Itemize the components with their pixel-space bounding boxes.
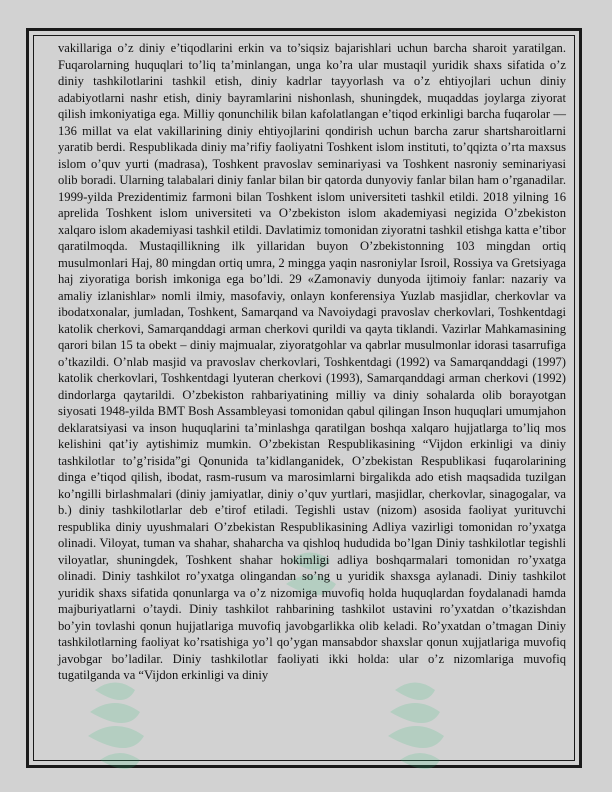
body-paragraph: vakillariga o’z diniy e’tiqodlarini erkin va to’siqsiz bajarishlari uchun barcha sharoit yaratilgan. Fuqarolarning huquqlari to’liq ta’minlangan, unga ko’ra ular mustaqil yuridik shaxs sifatida o’z diniy tashkilotlarini tashkil etish, diniy kadrlar tayyorlash va o’z ehtiyojlari uchun diniy adabiyotlarni nashr etish, diniy bayramlarini nishonlash, shuningdek, muqaddas joylarga ziyorat qilish imkoniyatiga ega. Milliy qonunchilik bilan kafolatlangan e’tiqod erkinligi barcha fuqarolar — 136 millat va elat vakillarining diniy ehtiyojlarini qondirish uchun barcha zarur shartsharoitlarni yaratib berdi. Respublikada diniy ma’rifiy faoliyatni Toshkent islom instituti, to’qqizta o’rta maxsus islom o’quv yurti (madrasa), Toshkent pravoslav seminariyasi va Toshkent nasroniy seminariyasi olib boradi. Ularning talabalari diniy fanlar bilan bir qatorda dunyoviy fanlar bilan ham o’rganadilar. 1999-yilda Prezidentimiz farmoni bilan Toshkent islom universiteti tashkil etildi. 2018 yilning 16 aprelida Toshkent islom universiteti va O’zbekiston islom akademiyasi negizida O’zbekiston xalqaro islom akademiyasi tashkil etildi. Davlatimiz tomonidan ziyoratni tashkil etishga katta e’tibor qaratilmoqda. Mustaqillikning ilk yillaridan buyon O’zbekistonning 103 mingdan ortiq musulmonlari Haj, 80 mingdan ortiq umra, 2 mingga yaqin nasroniylar Isroil, Rossiya va Gretsiyaga haj ziyoratiga borish imkoniga ega bo’ldi. 29 «Zamonaviy dunyoda ijtimoiy fanlar: nazariy va amaliy izlanishlar» nomli ilmiy, masofaviy, onlayn konferensiya Yuzlab masjidlar, cherkovlar va ibodatxonalar, jumladan, Toshkent, Samarqand va Navoiydagi pravoslav cherkovlari, Toshkentdagi katolik cherkovi, Samarqanddagi arman cherkovi qurildi va qayta tiklandi. Vazirlar Mahkamasining qarori bilan 15 ta obekt – diniy majmualar, ziyoratgohlar va qabrlar musulmonlar idorasi tasarrufiga o’tkazildi. O’nlab masjid va pravoslav cherkovlari, Toshkentdagi (1992) va Samarqanddagi (1997) katolik cherkovlari, Toshkentdagi lyuteran cherkovi (1993), Samarqanddagi arman cherkovi (1992) dindorlarga qaytarildi. O’zbekiston rahbariyatining milliy va diniy sohalarda olib borayotgan siyosati 1948-yilda BMT Bosh Assambleyasi tomonidan qabul qilingan Inson huquqlari umumjahon deklaratsiyasi va inson huquqlarini ta’minlashga qaratilgan boshqa xalqaro hujjatlarga to’liq mos kelishini qat’iy aytishimiz mumkin. O’zbekistan Respublikasining “Vijdon erkinligi va diniy tashkilotlar to’g’risida”gi Qonunida ta’kidlanganidek, O’zbekistan Respublikasi fuqarolarining dinga e’tiqod qilish, ibodat, rasm-rusum va marosimlarni birgalikda ado etish maqsadida tuzilgan ko’ngilli birlashmalari (diniy jamiyatlar, diniy o’quv yurtlari, masjidlar, cherkovlar, sinagogalar, va b.) diniy tashkilotlarlar deb e’tirof etiladi. Tegishli ustav (nizom) asosida faoliyat yurituvchi respublika diniy uyushmalari O’zbekistan Respublikasining Adliya vazirligi tomonidan ro’yxatga olinadi. Viloyat, tuman va shahar, shaharcha va qishloq hududida bo’lgan Diniy tashkilotlar tegishli viloyatlar, shuningdek, Toshkent shahar hokimligi adliya boshqarmalari tomonidan ro’yxatga olinadi. Diniy tashkilot ro’yxatga olingandan so’ng u yuridik shaxsga aylanadi. Diniy tashkilot yuridik shaxs sifatida qonunlarga va o’z nizomiga muvofiq holda huquqlardan foydalanadi hamda majburiyatlarni o’taydi. Diniy tashkilot rahbarining tashkilot ustavini ro’yxatdan o’tkazishdan bo’yin tovlashi qonun hujjatlariga muvofiq javobgarlikka olib keladi. Ro’yxatdan o’tmagan Diniy tashkilotlarning faoliyat ko’rsatishiga yo’l qo’ygan mansabdor shaxslar qonun xujjatlariga muvofiq javobgar bo’ladilar. Diniy tashkilotlar faoliyati ikki holda: ular o’z nizomlariga muvofiq tugatilganda va “Vijdon erkinligi va diniy [58,41,566,682]
body-text-block [58,40,566,684]
